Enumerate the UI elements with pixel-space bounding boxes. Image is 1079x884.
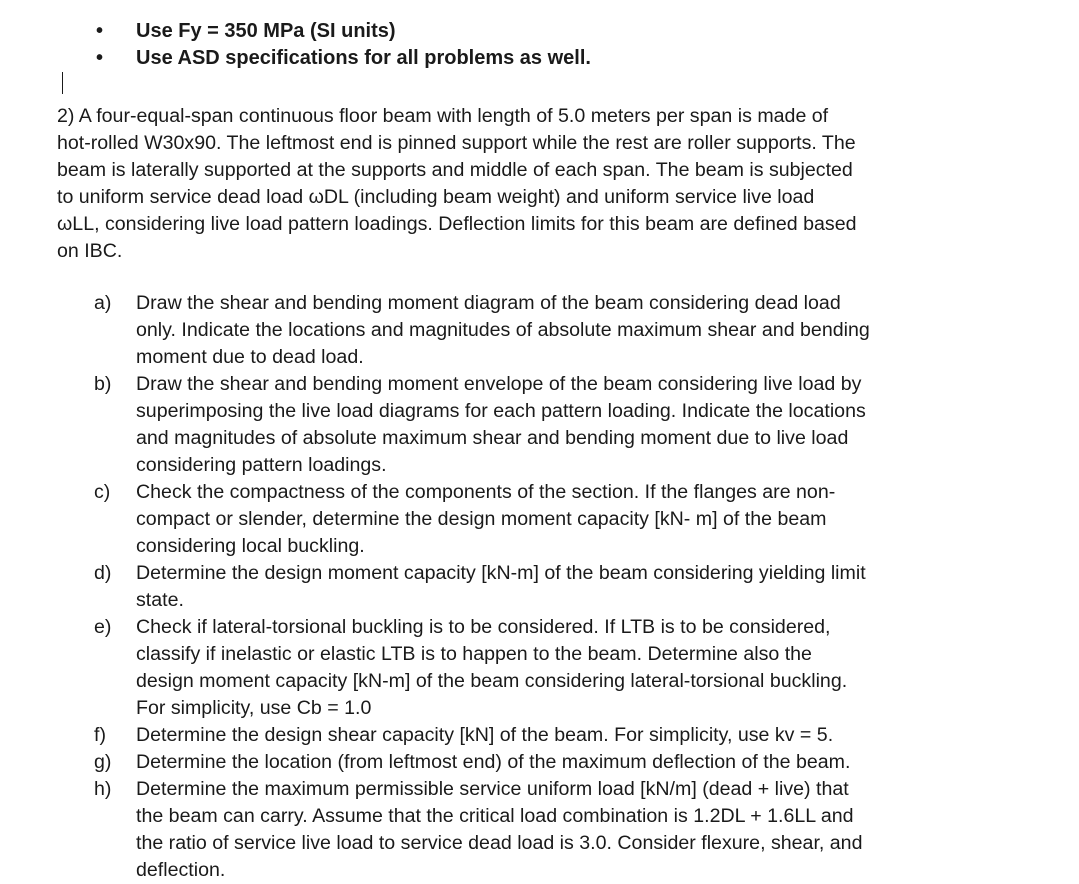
assumption-list [96, 18, 591, 72]
task-line: considering local buckling. [136, 535, 365, 557]
task-item-a [86, 290, 1046, 371]
task-line: Check if lateral-torsional buckling is to be considered. If LTB is to be considered, [136, 616, 831, 638]
problem-line: hot-rolled W30x90. The leftmost end is pinned support while the rest are roller supports. The [57, 132, 856, 154]
problem-line: ωLL, considering live load pattern loadings. Deflection limits for this beam are defined based [57, 213, 857, 235]
task-line: Determine the design shear capacity [kN] of the beam. For simplicity, use kv = 5. [136, 724, 834, 746]
task-line: Determine the location (from leftmost end) of the maximum deflection of the beam. [136, 751, 851, 773]
task-line: Check the compactness of the components of the section. If the flanges are non- [136, 481, 836, 503]
task-item-c [86, 479, 1046, 560]
task-line: moment due to dead load. [136, 346, 364, 368]
task-line: state. [136, 589, 184, 611]
assumption-item [96, 18, 591, 45]
task-line: deflection. [136, 859, 226, 881]
task-marker: h) [94, 778, 112, 800]
task-line: superimposing the live load diagrams for each pattern loading. Indicate the locations [136, 400, 866, 422]
task-list [86, 290, 1046, 884]
task-marker: e) [94, 616, 112, 638]
task-line: Draw the shear and bending moment envelope of the beam considering live load by [136, 373, 862, 395]
problem-statement[interactable] [57, 103, 1057, 265]
task-line: compact or slender, determine the design moment capacity [kN- m] of the beam [136, 508, 827, 530]
task-marker: f) [94, 724, 106, 746]
bullet-icon: • [96, 20, 104, 42]
task-line: and magnitudes of absolute maximum shear and bending moment due to live load [136, 427, 849, 449]
assumption-text: Use ASD specifications for all problems as well. [136, 47, 591, 69]
task-line: considering pattern loadings. [136, 454, 387, 476]
problem-line: on IBC. [57, 240, 123, 262]
task-line: the ratio of service live load to service dead load is 3.0. Consider flexure, shear, and [136, 832, 863, 854]
task-marker: g) [94, 751, 112, 773]
task-line: For simplicity, use Cb = 1.0 [136, 697, 372, 719]
assumption-item [96, 45, 591, 72]
task-line: the beam can carry. Assume that the critical load combination is 1.2DL + 1.6LL and [136, 805, 854, 827]
task-line: Draw the shear and bending moment diagram of the beam considering dead load [136, 292, 841, 314]
problem-line: 2) A four-equal-span continuous floor beam with length of 5.0 meters per span is made of [57, 105, 829, 127]
task-item-h [86, 776, 1046, 884]
bullet-icon: • [96, 47, 104, 69]
task-line: design moment capacity [kN-m] of the beam considering lateral-torsional buckling. [136, 670, 848, 692]
task-item-b [86, 371, 1046, 479]
assumption-text: Use Fy = 350 MPa (SI units) [136, 20, 396, 42]
task-line: Determine the maximum permissible service uniform load [kN/m] (dead + live) that [136, 778, 849, 800]
task-line: only. Indicate the locations and magnitudes of absolute maximum shear and bending [136, 319, 870, 341]
task-line: classify if inelastic or elastic LTB is to happen to the beam. Determine also the [136, 643, 812, 665]
task-item-g [86, 749, 1046, 776]
task-item-f [86, 722, 1046, 749]
problem-line: beam is laterally supported at the supports and middle of each span. The beam is subjected [57, 159, 853, 181]
task-marker: c) [94, 481, 111, 503]
task-item-e [86, 614, 1046, 722]
task-marker: d) [94, 562, 112, 584]
text-cursor [62, 72, 63, 94]
task-item-d [86, 560, 1046, 614]
task-marker: a) [94, 292, 112, 314]
problem-line: to uniform service dead load ωDL (including beam weight) and uniform service live load [57, 186, 815, 208]
task-marker: b) [94, 373, 112, 395]
task-line: Determine the design moment capacity [kN-m] of the beam considering yielding limit [136, 562, 866, 584]
